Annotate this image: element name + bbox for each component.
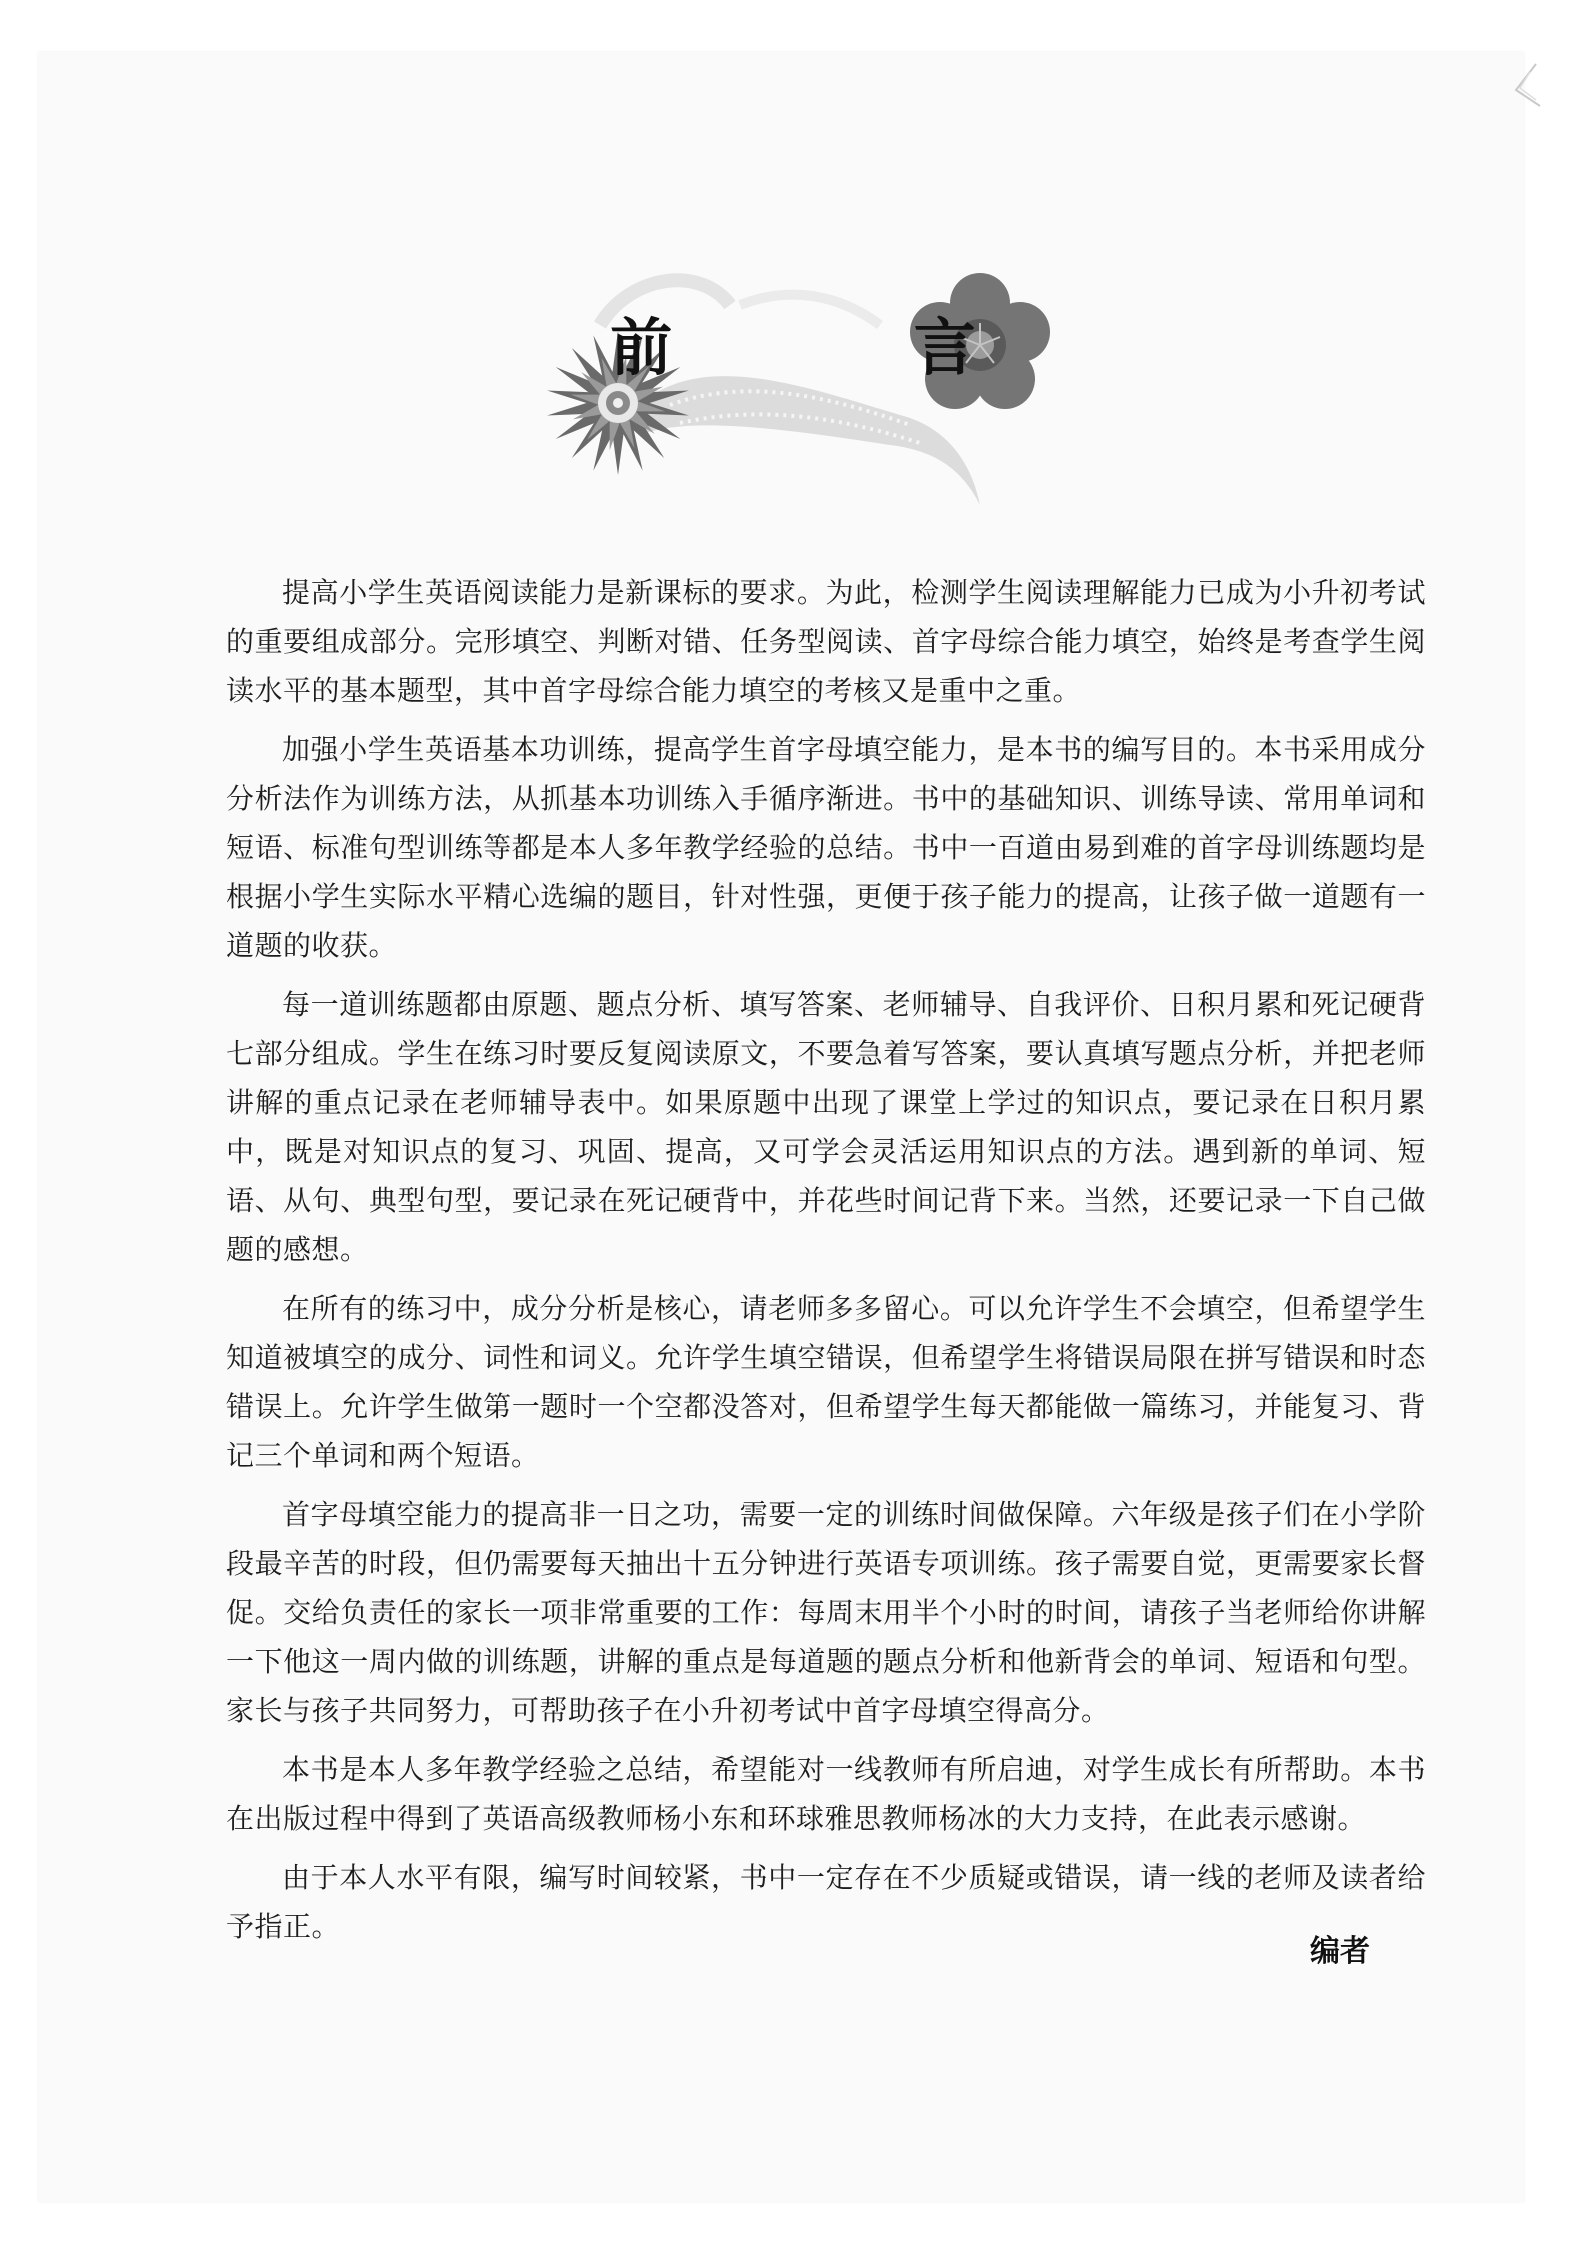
page-title: 前 言 [610, 311, 1086, 384]
page-corner-fold-icon [1506, 60, 1542, 110]
author-signature: 编者 [1310, 1934, 1370, 1969]
paragraph: 首字母填空能力的提高非一日之功，需要一定的训练时间做保障。六年级是孩子们在小学阶段最辛苦的时段，但仍需要每天抽出十五分钟进行英语专项训练。孩子需要自觉，更需要家长督促。交给负责任的家长一项非常重要的工作：每周末用半个小时的时间，请孩子当老师给你讲解一下他这一周内做的训练题，讲解的重点是每道题的题点分析和他新背会的单词、短语和句型。家长与孩子共同努力，可帮助孩子在小升初考试中首字母填空得高分。 [226, 1498, 1426, 1727]
paragraph: 每一道训练题都由原题、题点分析、填写答案、老师辅导、自我评价、日积月累和死记硬背七部分组成。学生在练习时要反复阅读原文，不要急着写答案，要认真填写题点分析，并把老师讲解的重点记录在老师辅导表中。如果原题中出现了课堂上学过的知识点，要记录在日积月累中，既是对知识点的复习、巩固、提高，又可学会灵活运用知识点的方法。遇到新的单词、短语、从句、典型句型，要记录在死记硬背中，并花些时间记背下来。当然，还要记录一下自己做题的感想。 [226, 988, 1426, 1266]
paragraph: 提高小学生英语阅读能力是新课标的要求。为此，检测学生阅读理解能力已成为小升初考试的重要组成部分。完形填空、判断对错、任务型阅读、首字母综合能力填空，始终是考查学生阅读水平的基本题型，其中首字母综合能力填空的考核又是重中之重。 [226, 576, 1426, 707]
paragraph: 由于本人水平有限，编写时间较紧，书中一定存在不少质疑或错误，请一线的老师及读者给予指正。 [226, 1861, 1426, 1943]
paragraph: 在所有的练习中，成分分析是核心，请老师多多留心。可以允许学生不会填空，但希望学生知道被填空的成分、词性和词义。允许学生填空错误，但希望学生将错误局限在拼写错误和时态错误上。允许学生做第一题时一个空都没答对，但希望学生每天都能做一篇练习，并能复习、背记三个单词和两个短语。 [226, 1292, 1426, 1472]
preface-body [226, 568, 1426, 1961]
paragraph: 本书是本人多年教学经验之总结，希望能对一线教师有所启迪，对学生成长有所帮助。本书在出版过程中得到了英语高级教师杨小东和环球雅思教师杨冰的大力支持，在此表示感谢。 [226, 1753, 1426, 1835]
paragraph: 加强小学生英语基本功训练，提高学生首字母填空能力，是本书的编写目的。本书采用成分分析法作为训练方法，从抓基本功训练入手循序渐进。书中的基础知识、训练导读、常用单词和短语、标准句型训练等都是本人多年教学经验的总结。书中一百道由易到难的首字母训练题均是根据小学生实际水平精心选编的题目，针对性强，更便于孩子能力的提高，让孩子做一道题有一道题的收获。 [226, 733, 1426, 962]
